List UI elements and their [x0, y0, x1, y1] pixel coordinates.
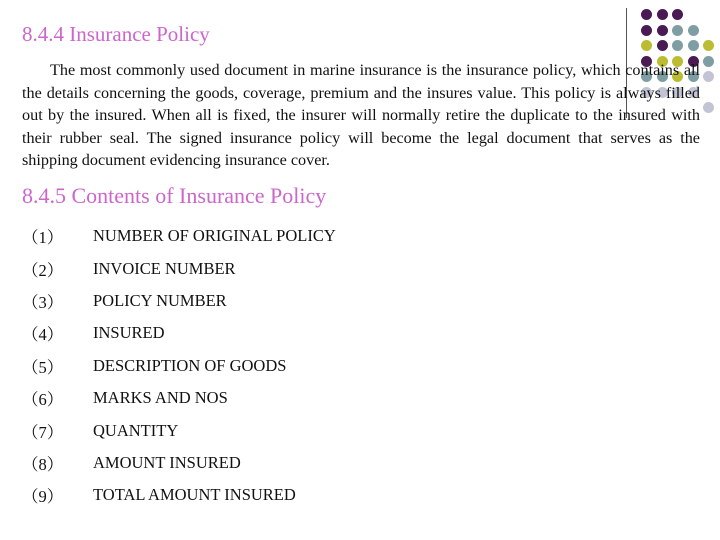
item-number: （8）	[22, 454, 64, 474]
decorative-dot	[672, 9, 683, 20]
decorative-dot	[688, 40, 699, 51]
decorative-dot	[641, 9, 652, 20]
item-label: INSURED	[93, 323, 165, 343]
list-item	[22, 350, 336, 382]
decorative-dot	[703, 71, 714, 82]
list-item	[22, 285, 336, 317]
list-item	[22, 414, 336, 446]
item-label: POLICY NUMBER	[93, 290, 227, 310]
decorative-dot	[657, 25, 668, 36]
list-item	[22, 479, 336, 511]
item-label: TOTAL AMOUNT INSURED	[93, 485, 296, 505]
item-number: （5）	[22, 357, 64, 377]
decorative-dot	[657, 9, 668, 20]
contents-list	[22, 220, 336, 512]
list-item	[22, 220, 336, 252]
decorative-dot	[641, 40, 652, 51]
item-label: DESCRIPTION OF GOODS	[93, 355, 287, 375]
item-number: （4）	[22, 325, 64, 345]
decorative-dot	[703, 56, 714, 67]
decorative-dot	[703, 40, 714, 51]
item-number: （1）	[22, 228, 64, 248]
decorative-dot	[672, 40, 683, 51]
section-heading-contents: 8.4.5 Contents of Insurance Policy	[22, 183, 327, 208]
decorative-dot	[657, 40, 668, 51]
decorative-dot	[672, 25, 683, 36]
item-label: NUMBER OF ORIGINAL POLICY	[93, 226, 336, 246]
list-item	[22, 252, 336, 284]
item-label: QUANTITY	[93, 420, 179, 440]
decorative-dot	[688, 25, 699, 36]
list-item	[22, 317, 336, 349]
item-label: INVOICE NUMBER	[93, 258, 236, 278]
item-number: （3）	[22, 292, 64, 312]
item-number: （2）	[22, 260, 64, 280]
item-number: （9）	[22, 487, 64, 507]
item-label: AMOUNT INSURED	[93, 452, 241, 472]
insurance-policy-paragraph: The most commonly used document in marine insurance is the insurance policy, which contains all the details concerning the goods, coverage, premium and the insures value. This policy is always filled out by the insured. When all is fixed, the insurer will normally retire the duplicate to the insured with their rubber seal. The signed insurance policy will become the legal document that serves as the shipping document evidencing insurance cover.	[22, 61, 700, 169]
list-item	[22, 447, 336, 479]
item-label: MARKS AND NOS	[93, 388, 228, 408]
decorative-dot	[641, 25, 652, 36]
item-number: （6）	[22, 390, 64, 410]
decorative-dot	[703, 102, 714, 113]
list-item	[22, 382, 336, 414]
section-heading-insurance-policy: 8.4.4 Insurance Policy	[22, 22, 210, 46]
item-number: （7）	[22, 422, 64, 442]
